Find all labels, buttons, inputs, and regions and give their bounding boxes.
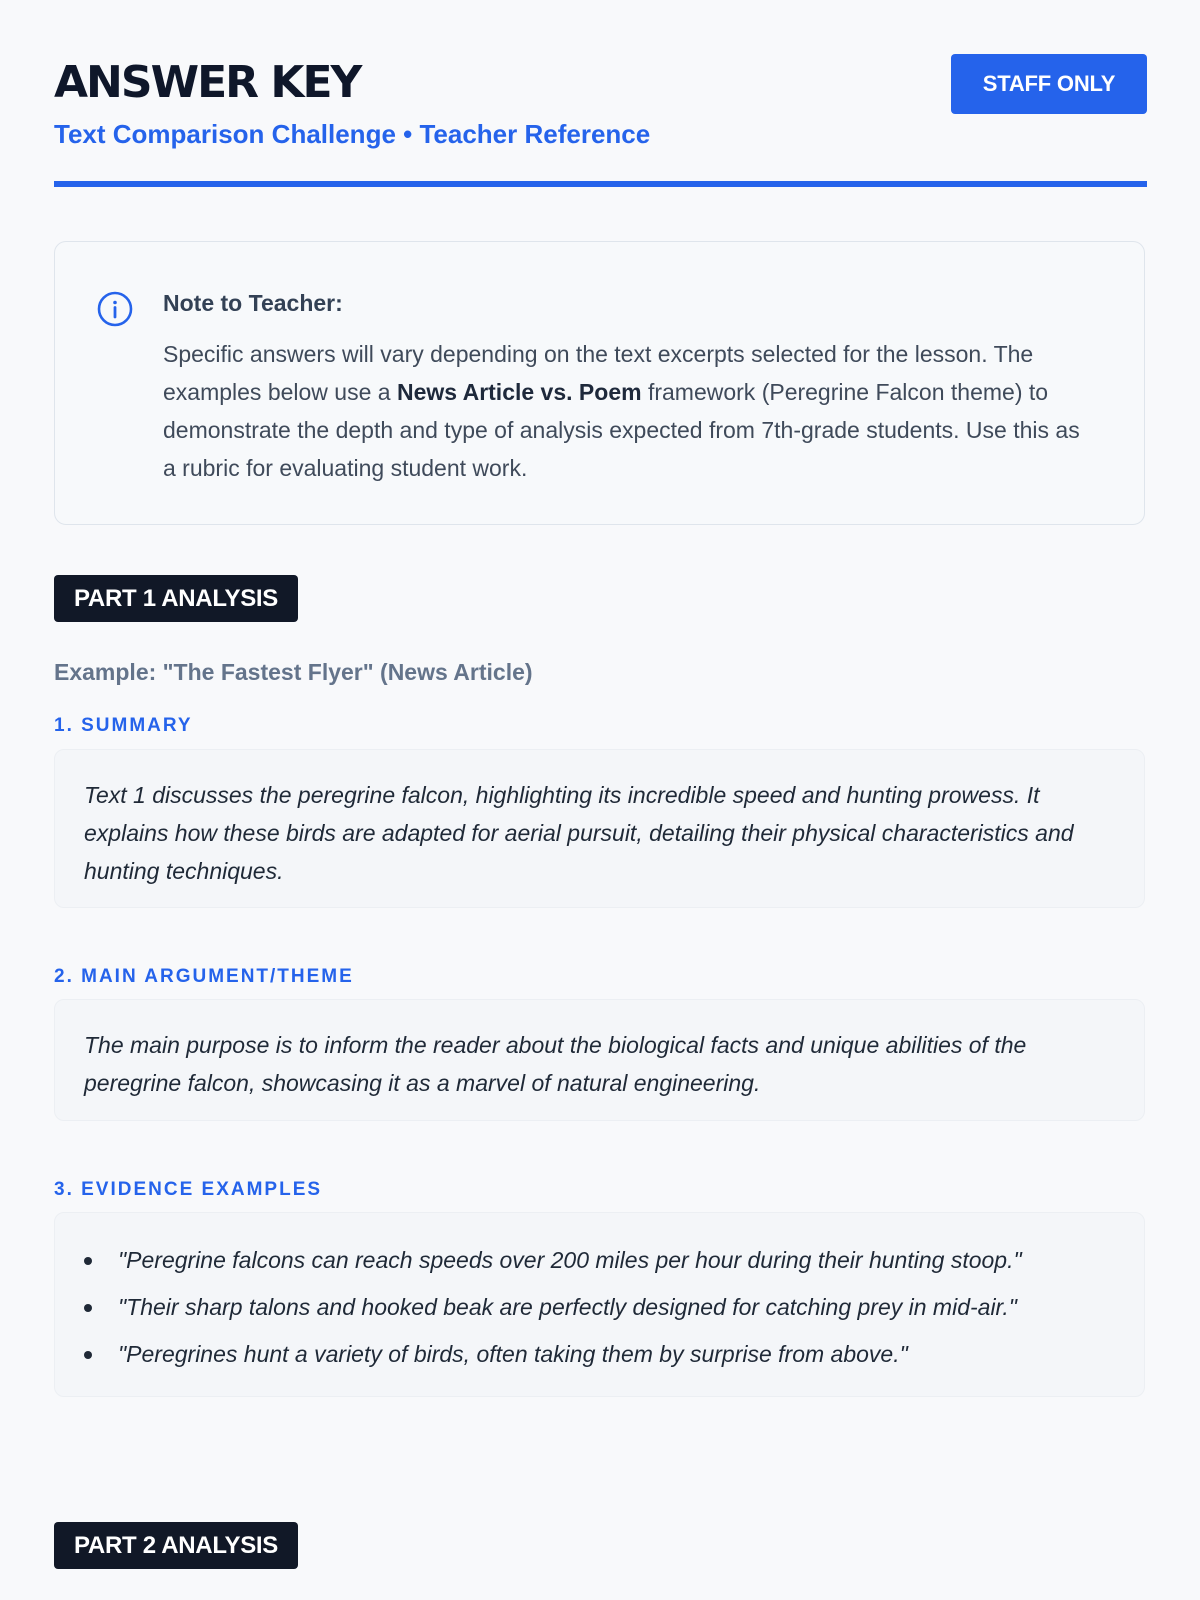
theme-heading: 2. MAIN ARGUMENT/THEME bbox=[54, 966, 354, 987]
evidence-item-text: "Peregrines hunt a variety of birds, often taking them by surprise from above." bbox=[118, 1341, 908, 1367]
evidence-item bbox=[84, 1237, 1022, 1284]
note-text-intro: Specific answers will vary depending on the text excerpts selected for the lesson. The examples below use a bbox=[163, 341, 1034, 405]
evidence-heading: 3. EVIDENCE EXAMPLES bbox=[54, 1179, 323, 1200]
note-title: Note to Teacher: bbox=[163, 290, 343, 316]
evidence-item bbox=[84, 1331, 1022, 1378]
note-text-details: framework (Peregrine Falcon theme) to demonstrate the depth and type of analysis expected from 7th-grade students. Use this as a rubric for evaluating student work. bbox=[163, 379, 1080, 481]
answer-key-page bbox=[54, 0, 1147, 1559]
summary-answer-text: Text 1 discusses the peregrine falcon, highlighting its incredible speed and hunting prowess. It explains how these birds are adapted for aerial pursuit, detailing their physical characteristics and hunting techniques. bbox=[84, 782, 1074, 884]
evidence-list bbox=[84, 1237, 1022, 1378]
page-subtitle: Text Comparison Challenge • Teacher Reference bbox=[54, 119, 651, 149]
page-title: ANSWER KEY bbox=[54, 57, 361, 108]
note-text bbox=[163, 335, 1083, 487]
theme-answer-box bbox=[54, 999, 1145, 1121]
page-header bbox=[54, 0, 1147, 190]
part-2-label: PART 2 ANALYSIS bbox=[54, 1522, 298, 1569]
summary-answer-box bbox=[54, 749, 1145, 908]
bullet-icon bbox=[84, 1257, 92, 1265]
evidence-item-text: "Their sharp talons and hooked beak are perfectly designed for catching prey in mid-air." bbox=[118, 1294, 1017, 1320]
teacher-note bbox=[54, 241, 1145, 525]
header-divider bbox=[54, 181, 1147, 187]
bullet-icon bbox=[84, 1304, 92, 1312]
note-text-framework: News Article vs. Poem bbox=[396, 379, 642, 405]
part-1-label: PART 1 ANALYSIS bbox=[54, 575, 298, 622]
info-icon bbox=[97, 291, 133, 327]
evidence-answer-box bbox=[54, 1212, 1145, 1397]
part-1-example-title: Example: "The Fastest Flyer" (News Article) bbox=[54, 659, 533, 685]
evidence-item-text: "Peregrine falcons can reach speeds over 200 miles per hour during their hunting stoop." bbox=[118, 1247, 1022, 1273]
summary-heading: 1. SUMMARY bbox=[54, 715, 193, 736]
evidence-item bbox=[84, 1284, 1022, 1331]
bullet-icon bbox=[84, 1351, 92, 1359]
staff-only-badge: STAFF ONLY bbox=[951, 54, 1147, 114]
theme-answer-text: The main purpose is to inform the reader about the biological facts and unique abilities of the peregrine falcon, showcasing it as a marvel of natural engineering. bbox=[84, 1032, 1027, 1096]
